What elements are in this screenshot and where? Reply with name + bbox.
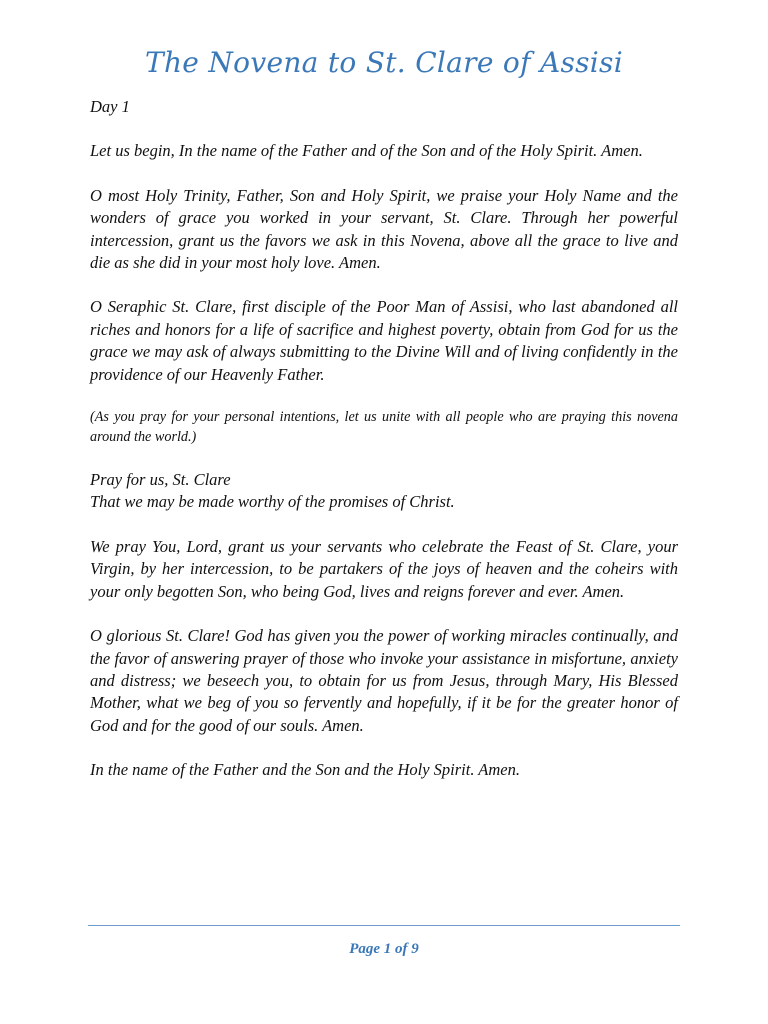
- page-number: Page 1 of 9: [349, 941, 419, 957]
- seraphic-prayer: O Seraphic St. Clare, first disciple of the Poor Man of Assisi, who last abandoned all riches and honors for a life of sacrifice and highest poverty, obtain from God for us the grace we may ask of always submitting to the Divine Will and of living confidently in the providence of our Heavenly Father.: [90, 297, 678, 384]
- feast-prayer: We pray You, Lord, grant us your servants who celebrate the Feast of St. Clare, your Virgin, by her intercession, to be partakers of the joys of heaven and the coheirs with your only begotten Son, who being God, lives and reigns forever and ever. Amen.: [90, 536, 678, 601]
- opening-prayer: Let us begin, In the name of the Father and of the Son and of the Holy Spirit. Amen.: [90, 141, 643, 161]
- trinity-prayer: O most Holy Trinity, Father, Son and Holy Spirit, we praise your Holy Name and the wonders of grace you worked in your servant, St. Clare. Through her powerful intercession, grant us the favors we ask in this Novena, above all the grace to live and die as she did in your most holy love. Amen.: [90, 185, 678, 273]
- closing-prayer: In the name of the Father and the Son and the Holy Spirit. Amen.: [90, 760, 520, 780]
- versicle-response: [90, 469, 678, 514]
- footer-divider: [88, 925, 680, 926]
- response: That we may be made worthy of the promises of Christ.: [90, 492, 455, 512]
- day-heading: Day 1: [90, 97, 130, 116]
- glorious-prayer: O glorious St. Clare! God has given you the power of working miracles continually, and the favor of answering prayer of those who invoke your assistance in misfortune, anxiety and distress; we beseech you, to obtain for us from Jesus, through Mary, His Blessed Mother, what we beg of you so fervently and hopefully, if it be for the greater honor of God and for the good of our souls. Amen.: [90, 626, 678, 735]
- document-body: [90, 96, 678, 804]
- page-title: The Novena to St. Clare of Assisi: [145, 46, 623, 79]
- intentions-note: (As you pray for your personal intentions, let us unite with all people who are praying this novena around the world.): [90, 409, 678, 445]
- versicle: Pray for us, St. Clare: [90, 470, 231, 490]
